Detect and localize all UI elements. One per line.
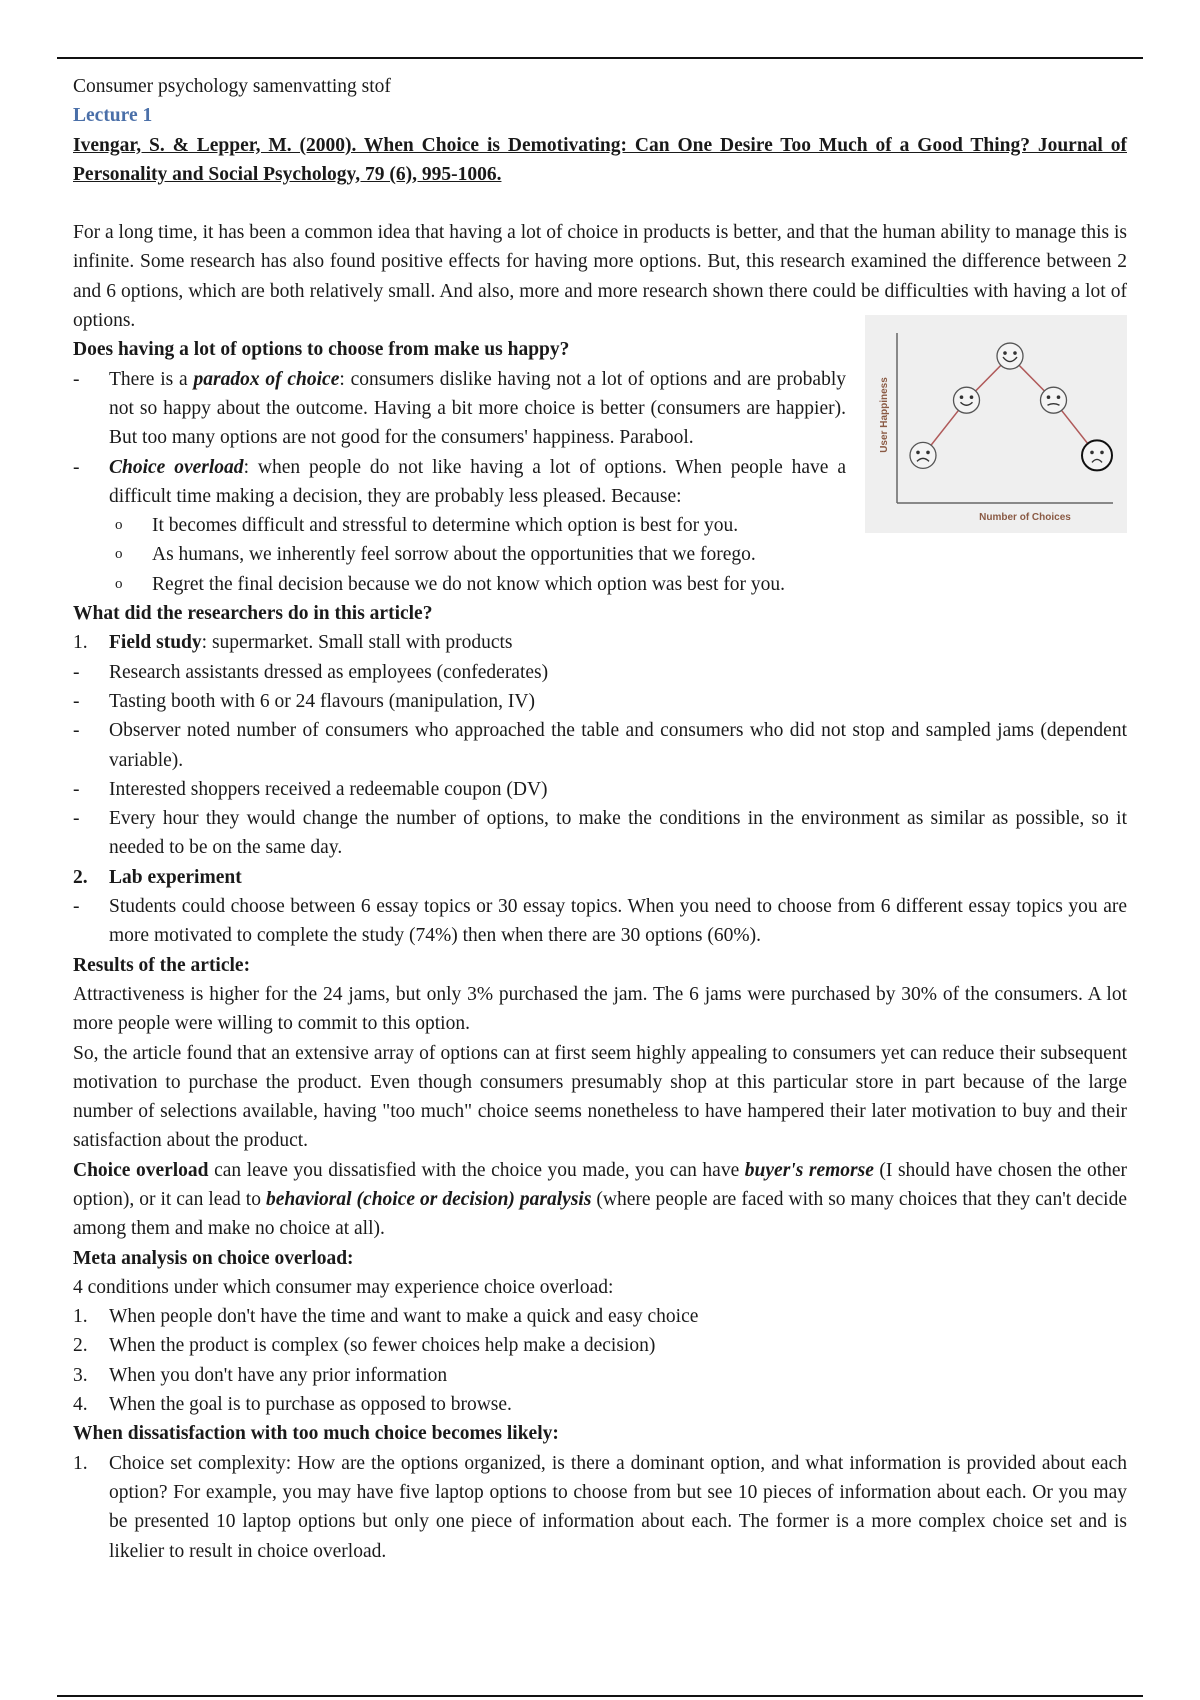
overload-text: : when people do not like having a lot of options. When people have a difficult time making a decision, they are probably less pleased. Because:: [109, 456, 846, 507]
list-marker: -: [73, 661, 80, 683]
list-marker: 2.: [73, 1335, 88, 1357]
list-item-text: Research assistants dressed as employees (confederates): [109, 661, 549, 683]
document-title: Consumer psychology samenvatting stof: [73, 76, 391, 97]
list-item: [73, 892, 1127, 951]
face-marker-icon: [1041, 387, 1067, 413]
list-item-lab-experiment: [73, 863, 1127, 892]
list-marker: -: [73, 368, 80, 390]
list-marker: 1.: [73, 1452, 88, 1474]
section-heading-dissatisfaction: When dissatisfaction with too much choice becomes likely:: [73, 1423, 559, 1445]
list-marker: 1.: [73, 632, 88, 654]
term-paradox-of-choice: paradox of choice: [193, 368, 340, 390]
reasons-list: [73, 511, 893, 599]
section-heading-happy: Does having a lot of options to choose from make us happy?: [73, 339, 570, 361]
list-item-text: When the product is complex (so fewer choices help make a decision): [109, 1335, 656, 1357]
face-marker-icon: [997, 343, 1023, 369]
list-item-text: It becomes difficult and stressful to determine which option is best for you.: [152, 515, 739, 537]
list-item: [73, 1361, 1127, 1390]
list-item: [73, 775, 1127, 804]
list-marker: -: [73, 778, 80, 800]
term-choice-overload: Choice overload: [109, 456, 244, 478]
list-item: [73, 1390, 1127, 1419]
article-citation: Ivengar, S. & Lepper, M. (2000). When Choice is Demotivating: Can One Desire Too Much of a Good Thing? Journal of Personality and Social Psychology, 79 (6), 995-1006.: [73, 134, 1127, 185]
list-item: [73, 1302, 1127, 1331]
lecture-heading: Lecture 1: [73, 105, 153, 127]
intro-paragraph: For a long time, it has been a common idea that having a lot of choice in products is better, and that the human ability to manage this is infinite. Some research has also found positive effects for having more options. But, this research examined the difference between 2 and 6 options, which are both relatively small. And also, more and more research shown there could be difficulties with having a lot of options.: [73, 222, 1127, 332]
list-item: [73, 687, 1127, 716]
list-item-field-study: [73, 628, 1127, 657]
bullet-marker: o: [115, 575, 123, 592]
list-marker: 4.: [73, 1394, 88, 1416]
spacer: [73, 189, 1127, 218]
list-item-text: Regret the final decision because we do not know which option was best for you.: [152, 573, 786, 595]
list-marker: 3.: [73, 1364, 88, 1386]
top-rule: [57, 57, 1143, 59]
list-marker: -: [73, 456, 80, 478]
list-marker: -: [73, 720, 80, 742]
list-item: [73, 658, 1127, 687]
list-item-text: When the goal is to purchase as opposed to browse.: [109, 1394, 512, 1416]
y-axis-label: User Happiness: [879, 377, 890, 453]
results-text-3: (where people are faced with so many choices that they can't decide among them and make no choice at all).: [73, 1188, 1128, 1240]
list-marker: 2.: [73, 866, 88, 888]
results-text-1: can leave you dissatisfied with the choice you made, you can have: [208, 1159, 745, 1181]
list-marker: 1.: [73, 1306, 88, 1328]
term-choice-overload-2: Choice overload: [73, 1159, 209, 1181]
list-item: [73, 716, 1127, 775]
happiness-curve-figure: [865, 315, 1127, 533]
paradox-text: : consumers dislike having not a lot of options and are probably not so happy about the outcome. Having a bit more choice is better (consumers are happier). But too many options are not good for the consumers' happiness. Parabool.: [109, 368, 846, 449]
lab-experiment-label: Lab experiment: [109, 866, 242, 888]
face-marker-icon: [954, 387, 980, 413]
results-paragraph-1: Attractiveness is higher for the 24 jams, but only 3% purchased the jam. The 6 jams were purchased by 30% of the consumers. A lot more people were willing to commit to this option.: [73, 983, 1127, 1035]
list-marker: -: [73, 896, 80, 918]
bullet-marker: o: [115, 546, 123, 563]
list-item-text: Interested shoppers received a redeemable coupon (DV): [109, 778, 548, 800]
term-behavioral-paralysis: behavioral (choice or decision) paralysis: [265, 1188, 592, 1210]
list-item-text: Choice set complexity: How are the options organized, is there a dominant option, and what information is provided about each option? For example, you may have five laptop options to choose from but see 10 pieces of information about each. Or you may be presented 10 laptop options but only one piece of information about each. The former is a more complex choice set and is likelier to result in choice overload.: [109, 1452, 1127, 1562]
list-item: [73, 1331, 1127, 1360]
term-buyers-remorse: buyer's remorse: [744, 1159, 874, 1181]
x-axis-label: Number of Choices: [979, 512, 1071, 523]
results-paragraph-3: [73, 1156, 1127, 1244]
face-marker-icon: [1082, 440, 1112, 470]
list-marker: -: [73, 808, 80, 830]
list-item: [73, 1449, 1127, 1566]
bullet-marker: o: [115, 517, 123, 534]
list-item: [73, 804, 1127, 863]
list-item-text: As humans, we inherently feel sorrow about the opportunities that we forego.: [152, 544, 756, 566]
section-heading-researchers: What did the researchers do in this article?: [73, 603, 433, 625]
list-item-text: When people don't have the time and want to make a quick and easy choice: [109, 1306, 699, 1328]
results-paragraph-2: So, the article found that an extensive array of options can at first seem highly appealing to consumers yet can reduce their subsequent motivation to purchase the product. Even though consumers presumably shop at this particular store in part because of the large number of selections available, having "too much" choice seems nonetheless to have hampered their later motivation to buy and their satisfaction about the product.: [73, 1042, 1127, 1152]
happiness-curve-chart: [865, 315, 1127, 533]
list-item: [73, 540, 893, 569]
list-item-paradox: [73, 365, 846, 453]
field-study-label: Field study: [109, 632, 202, 654]
list-item-overload: [73, 453, 846, 512]
list-item-text: Every hour they would change the number of options, to make the conditions in the environment as similar as possible, so it needed to be on the same day.: [109, 808, 1127, 859]
list-item-text: Tasting booth with 6 or 24 flavours (manipulation, IV): [109, 690, 535, 712]
list-item-text: Observer noted number of consumers who approached the table and consumers who did not stop and sampled jams (dependent variable).: [109, 720, 1127, 771]
list-item: [73, 570, 893, 599]
field-study-text: : supermarket. Small stall with products: [201, 632, 513, 654]
section-heading-results: Results of the article:: [73, 954, 251, 976]
face-marker-icon: [910, 442, 936, 468]
document-page: [73, 72, 1127, 1566]
section-heading-meta: Meta analysis on choice overload:: [73, 1247, 354, 1269]
list-item: [73, 511, 893, 540]
meta-intro: 4 conditions under which consumer may experience choice overload:: [73, 1276, 614, 1298]
bottom-rule: [57, 1695, 1143, 1697]
list-item-text: When you don't have any prior information: [109, 1364, 448, 1386]
list-item-text: Students could choose between 6 essay topics or 30 essay topics. When you need to choose from 6 different essay topics you are more motivated to complete the study (74%) then when there are 30 options (60%).: [109, 896, 1127, 947]
paradox-pre: There is a: [109, 368, 194, 390]
results-text-2: (I should have chosen the other option), or it can lead to: [73, 1159, 1128, 1210]
list-marker: -: [73, 690, 80, 712]
